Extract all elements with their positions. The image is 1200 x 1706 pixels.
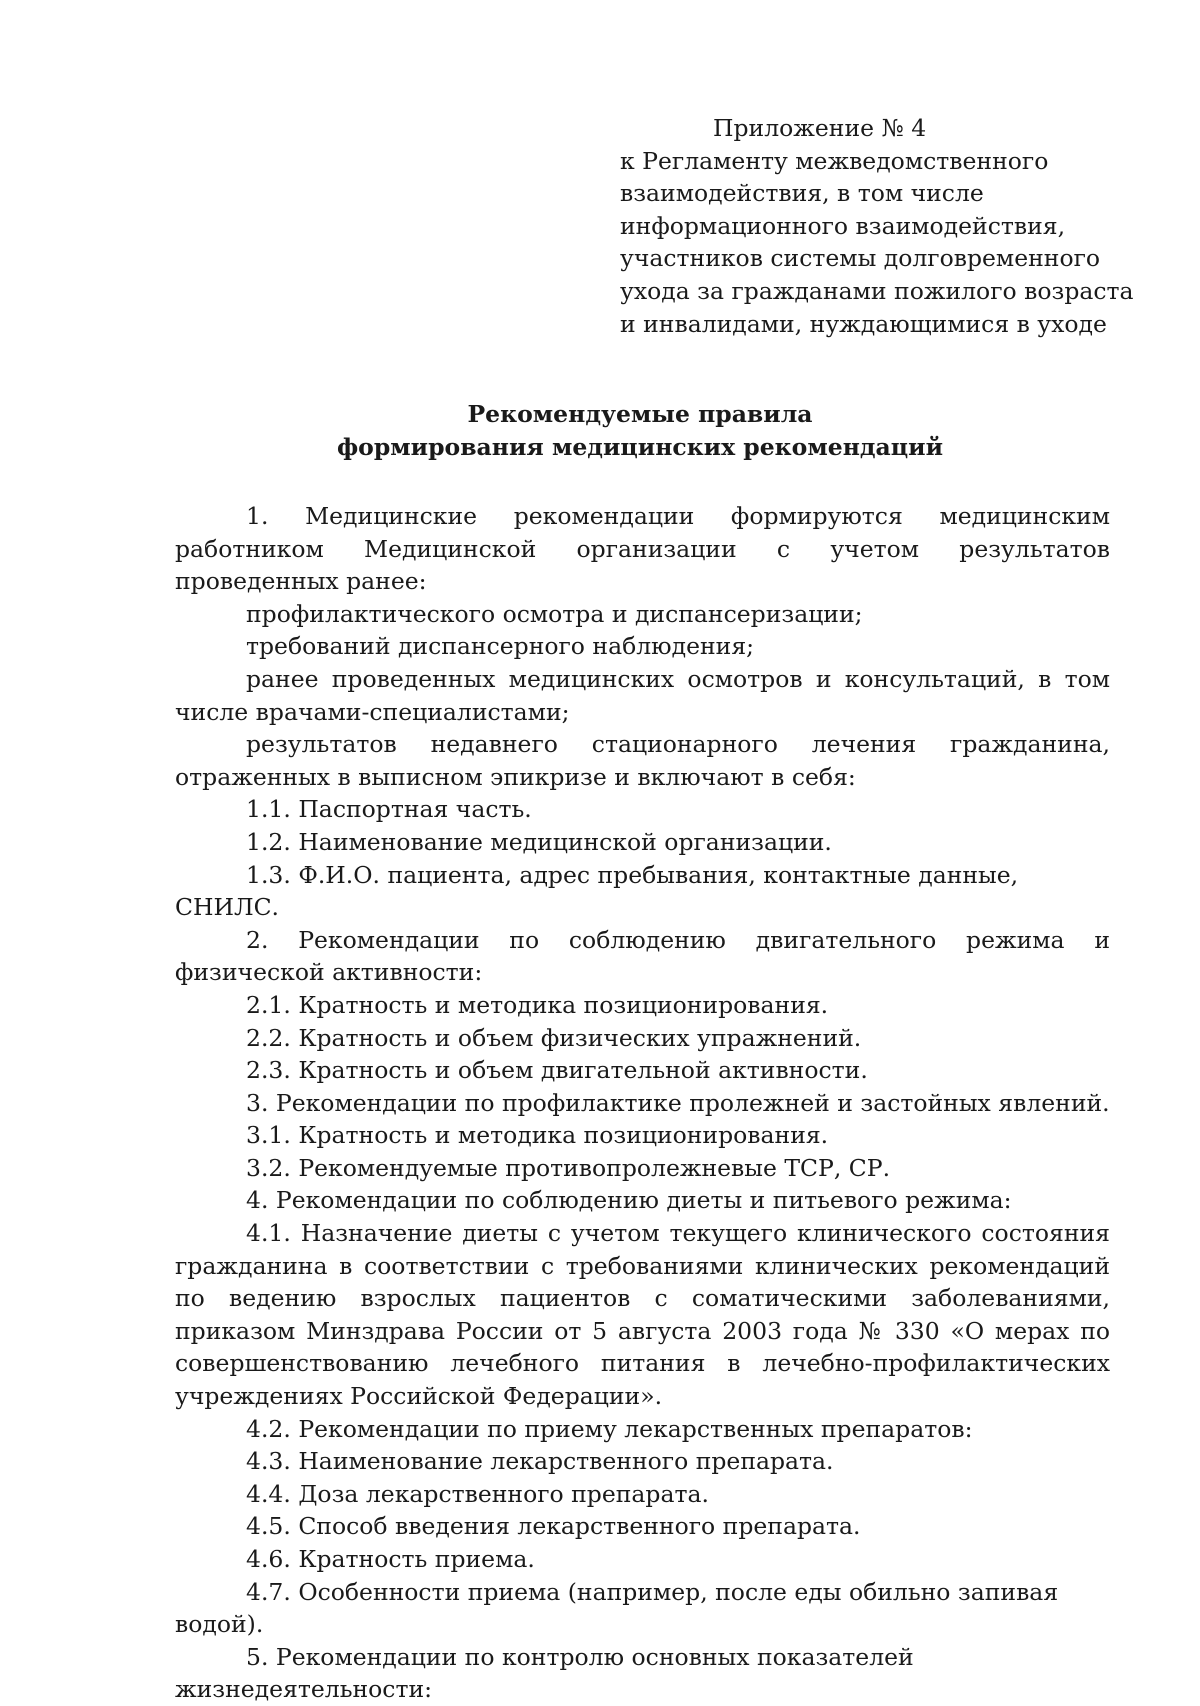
paragraph: 4. Рекомендации по соблюдению диеты и питьевого режима: xyxy=(246,1186,1012,1215)
appendix-line: взаимодействия, в том числе xyxy=(620,179,984,208)
document-title xyxy=(170,398,1110,464)
paragraph: 4.6. Кратность приема. xyxy=(246,1545,535,1573)
paragraph: 3.1. Кратность и методика позиционирования. xyxy=(246,1121,829,1150)
appendix-line: ухода за гражданами пожилого возраста xyxy=(620,276,1134,305)
appendix-line: к Регламенту межведомственного xyxy=(620,146,1049,175)
paragraph: 2. Рекомендации по соблюдению двигательного режима и физической активности: xyxy=(175,925,1110,987)
paragraph: 4.3. Наименование лекарственного препарата. xyxy=(246,1447,834,1476)
paragraph: 2.1. Кратность и методика позиционирования. xyxy=(246,990,829,1019)
paragraph: профилактического осмотра и диспансеризации; xyxy=(246,599,863,628)
document-body xyxy=(175,500,1110,1706)
paragraph: 3.2. Рекомендуемые противопролежневые ТСР, СР. xyxy=(246,1153,891,1182)
paragraph: 1.1. Паспортная часть. xyxy=(246,795,532,824)
paragraph: 1.2. Наименование медицинской организации. xyxy=(246,827,832,856)
paragraph: 2.2. Кратность и объем физических упражнений. xyxy=(246,1023,862,1052)
paragraph: ранее проведенных медицинских осмотров и консультаций, в том числе врачами-специалистами; xyxy=(175,664,1110,726)
appendix-line: информационного взаимодействия, xyxy=(620,211,1066,240)
appendix-header xyxy=(620,112,1160,340)
appendix-line: участников системы долговременного xyxy=(620,244,1101,273)
paragraph: результатов недавнего стационарного лечения гражданина, отраженных в выписном эпикризе и включают в себя: xyxy=(175,730,1110,791)
document-title-line: формирования медицинских рекомендаций xyxy=(336,433,944,461)
appendix-line: и инвалидами, нуждающимися в уходе xyxy=(620,309,1107,338)
paragraph: 5. Рекомендации по контролю основных показателей жизнедеятельности: xyxy=(175,1642,914,1704)
appendix-title: Приложение № 4 xyxy=(713,114,927,142)
paragraph: 1. Медицинские рекомендации формируются медицинским работником Медицинской организации с учетом результатов проведенных ранее: xyxy=(175,502,1110,596)
paragraph: требований диспансерного наблюдения; xyxy=(246,632,755,661)
paragraph: 1.3. Ф.И.О. пациента, адрес пребывания, контактные данные, СНИЛС. xyxy=(175,860,1019,922)
paragraph: 2.3. Кратность и объем двигательной активности. xyxy=(246,1056,868,1085)
paragraph: 4.7. Особенности приема (например, после еды обильно запивая водой). xyxy=(175,1577,1059,1639)
paragraph: 4.2. Рекомендации по приему лекарственных препаратов: xyxy=(246,1414,973,1443)
paragraph: 3. Рекомендации по профилактике пролежней и застойных явлений. xyxy=(246,1088,1110,1117)
paragraph: 4.4. Доза лекарственного препарата. xyxy=(246,1479,709,1508)
paragraph: 4.1. Назначение диеты с учетом текущего клинического состояния гражданина в соответствии с требованиями клинических рекомендаций по ведению взрослых пациентов с соматическими заболеваниями, приказом Минздрава России от 5 августа 2003 года № 330 «О мерах по совершенствованию лечебного питания в лечебно-профилактических учреждениях Российской Федерации». xyxy=(175,1219,1110,1411)
paragraph: 4.5. Способ введения лекарственного препарата. xyxy=(246,1512,861,1541)
document-title-line: Рекомендуемые правила xyxy=(467,400,813,428)
